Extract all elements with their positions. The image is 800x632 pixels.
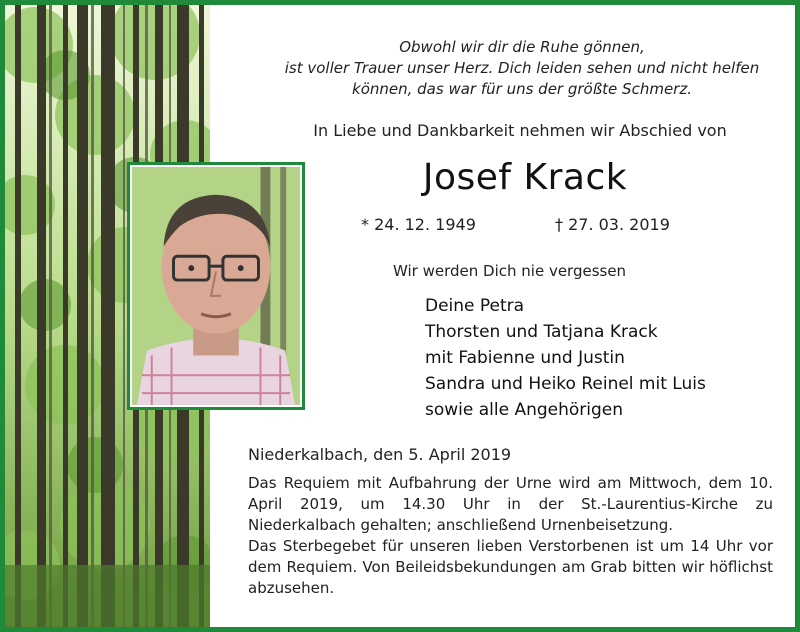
mourner-line: sowie alle Angehörigen — [425, 400, 624, 420]
portrait-photo — [127, 162, 305, 410]
service-paragraph: Das Requiem mit Aufbahrung der Urne wird am Mittwoch, dem 10. April 2019, um 14.30 Uhr in der St.-Laurentius-Kirche zu Niederkalbach gehalten; anschließend Urnenbeisetzung. — [248, 474, 773, 534]
service-paragraph: Das Sterbegebet für unseren lieben Verstorbenen ist um 14 Uhr vor dem Requiem. Von Beileidsbekundungen am Grab bitten wir höflichst abzusehen. — [248, 537, 773, 597]
remembrance-text: Wir werden Dich nie vergessen — [393, 262, 627, 280]
mourners-list — [425, 293, 706, 423]
poem-line: Obwohl wir dir die Ruhe gönnen, — [399, 38, 645, 56]
farewell-text: In Liebe und Dankbarkeit nehmen wir Abschied von — [313, 121, 727, 140]
poem-line: ist voller Trauer unser Herz. Dich leiden sehen und nicht helfen — [284, 59, 760, 77]
deceased-name: Josef Krack — [422, 157, 628, 198]
mourner-line: Sandra und Heiko Reinel mit Luis — [425, 374, 706, 394]
mourner-line: Deine Petra — [425, 296, 525, 316]
birth-date: * 24. 12. 1949 — [361, 215, 476, 234]
mourner-line: Thorsten und Tatjana Krack — [425, 322, 658, 342]
place-date: Niederkalbach, den 5. April 2019 — [248, 445, 512, 464]
service-info — [248, 473, 773, 599]
poem-verse — [267, 37, 777, 100]
poem-line: können, das war für uns der größte Schmerz. — [352, 80, 692, 98]
death-date: † 27. 03. 2019 — [555, 215, 670, 234]
mourner-line: mit Fabienne und Justin — [425, 348, 625, 368]
portrait-illustration — [132, 167, 300, 405]
